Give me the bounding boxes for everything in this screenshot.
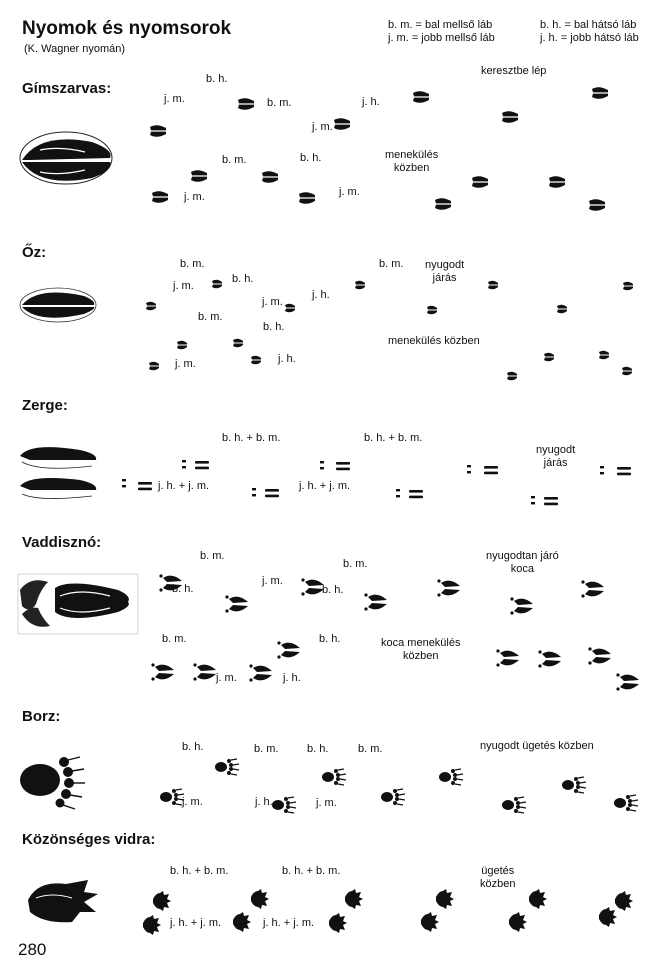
legend-bh: b. h. = bal hátsó láb xyxy=(540,19,637,31)
heading-borz: Borz: xyxy=(22,708,61,725)
label: j. h. xyxy=(255,796,273,808)
note-nyugodt-koca: nyugodtan járó koca xyxy=(486,550,559,575)
label: b. h. xyxy=(300,152,322,164)
heading-vidra: Közönséges vidra: xyxy=(22,831,156,848)
deer-hoof-drawing xyxy=(20,132,112,184)
boar-hoof-drawing xyxy=(18,574,138,634)
label: j. h. + j. m. xyxy=(299,480,351,492)
otter-paw-drawing xyxy=(28,880,98,922)
label: j. h. + j. m. xyxy=(263,917,315,929)
label: b. h. xyxy=(182,741,204,753)
badger-paw-drawing xyxy=(20,757,85,809)
note-uegetes: ügetés közben xyxy=(480,865,516,890)
label: j. h. xyxy=(312,289,330,301)
chamois-hoof-drawing xyxy=(20,447,96,498)
label: b. h. + b. m. xyxy=(170,865,229,877)
label: b. h. + b. m. xyxy=(222,432,281,444)
page-number: 280 xyxy=(18,940,47,959)
label: j. m. xyxy=(312,121,333,133)
legend-jh: j. h. = jobb hátsó láb xyxy=(540,32,639,44)
label: b. m. xyxy=(200,550,225,562)
label: j. h. xyxy=(362,96,380,108)
label: b. m. xyxy=(198,311,223,323)
label: j. m. xyxy=(164,93,185,105)
label: j. m. xyxy=(316,797,337,809)
label: j. m. xyxy=(182,796,203,808)
label: b. m. xyxy=(358,743,383,755)
note-menekules: menekülés közben xyxy=(385,149,439,174)
note-nyugodt-jaras: nyugodt járás xyxy=(425,259,465,284)
label: j. m. xyxy=(175,358,196,370)
label: j. m. xyxy=(262,575,283,587)
note-nyugodt-jaras: nyugodt járás xyxy=(536,444,576,469)
label: b. h. xyxy=(319,633,341,645)
label: j. m. xyxy=(339,186,360,198)
note-menekules: menekülés közben xyxy=(388,335,480,347)
label: j. m. xyxy=(173,280,194,292)
label: b. m. xyxy=(343,558,368,570)
note-koca-menekules: koca menekülés közben xyxy=(381,637,461,662)
label: j. h. xyxy=(278,353,296,365)
roe-deer-hoof-drawing xyxy=(20,288,96,322)
label: b. h. xyxy=(172,583,194,595)
heading-oz: Őz: xyxy=(22,244,47,261)
label: j. h. xyxy=(283,672,301,684)
label: b. m. xyxy=(222,154,247,166)
page-title: Nyomok és nyomsorok xyxy=(22,18,232,39)
label: b. h. xyxy=(232,273,254,285)
label: b. h. xyxy=(307,743,329,755)
page-subtitle: (K. Wagner nyomán) xyxy=(24,43,126,55)
label: j. h. + j. m. xyxy=(170,917,222,929)
label: j. m. xyxy=(184,191,205,203)
label: b. m. xyxy=(162,633,187,645)
label: b. m. xyxy=(254,743,279,755)
label: j. m. xyxy=(262,296,283,308)
label: j. m. xyxy=(216,672,237,684)
label: j. h. + j. m. xyxy=(158,480,210,492)
heading-vaddiszno: Vaddisznó: xyxy=(22,534,102,551)
label: b. h. + b. m. xyxy=(364,432,423,444)
heading-gimszarvas: Gímszarvas: xyxy=(22,80,112,97)
label: b. h. xyxy=(206,73,228,85)
label: b. m. xyxy=(379,258,404,270)
heading-zerge: Zerge: xyxy=(22,397,68,414)
label: b. h. xyxy=(263,321,285,333)
legend-jm: j. m. = jobb mellső láb xyxy=(388,32,495,44)
label: b. m. xyxy=(267,97,292,109)
label: keresztbe lép xyxy=(481,65,547,77)
label: b. m. xyxy=(180,258,205,270)
label: b. h. xyxy=(322,584,344,596)
label: b. h. + b. m. xyxy=(282,865,341,877)
note-nyugodt-uegetes: nyugodt ügetés közben xyxy=(480,740,594,752)
legend-bm: b. m. = bal mellső láb xyxy=(388,19,493,31)
